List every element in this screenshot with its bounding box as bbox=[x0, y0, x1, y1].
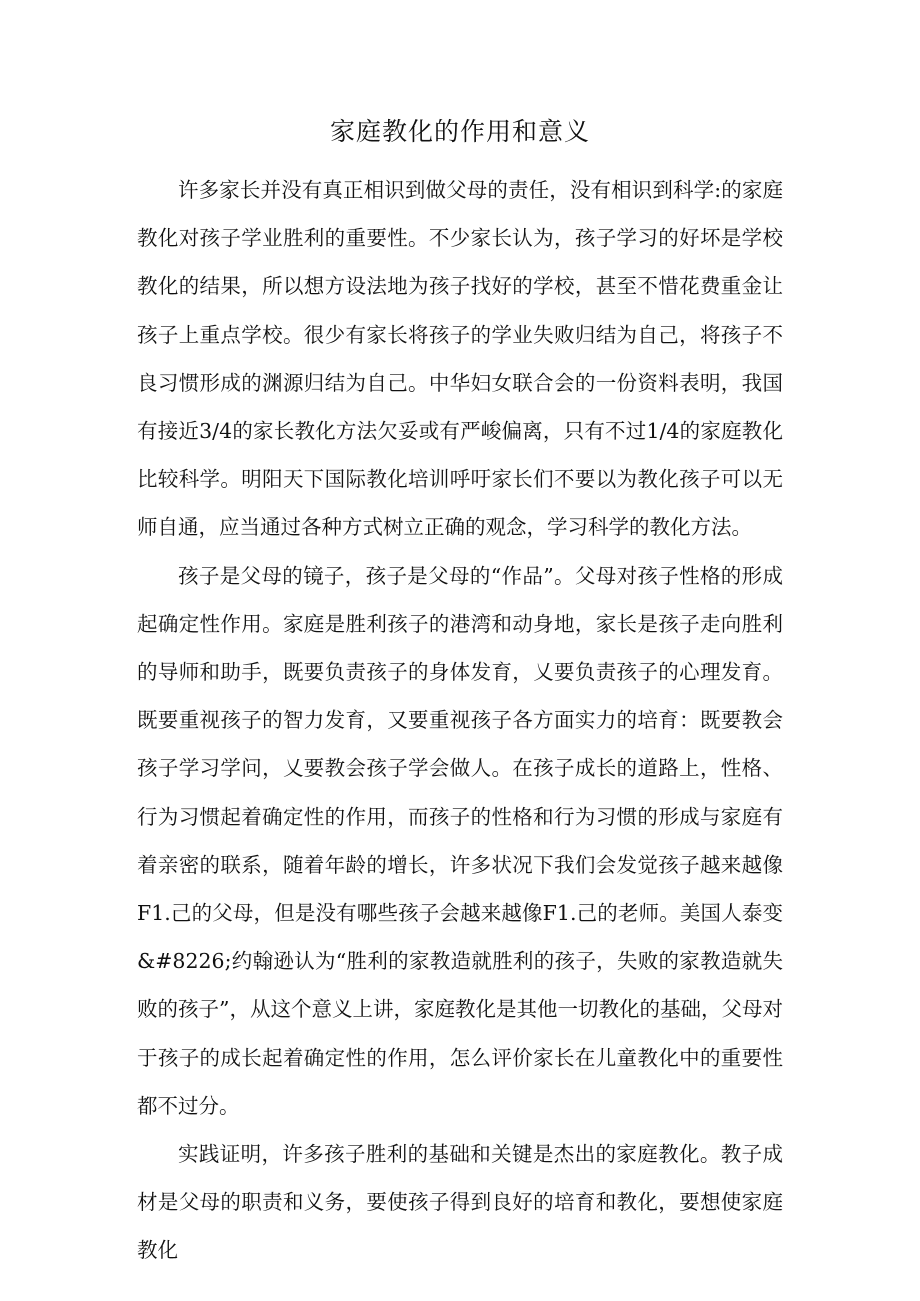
paragraph-1: 许多家长并没有真正相识到做父母的责任，没有相识到科学:的家庭教化对孩子学业胜利的重要性。不少家长认为，孩子学习的好坏是学校教化的结果，所以想方设法地为孩子找好的学校，甚至不惜花费重金让孩子上重点学校。很少有家长将孩子的学业失败归结为自己，将孩子不良习惯形成的渊源归结为自己。中华妇女联合会的一份资料表明，我国有接近3/4的家长教化方法欠妥或有严峻偏离，只有不过1/4的家庭教化比较科学。明阳天下国际教化培训呼吁家长们不要以为教化孩子可以无师自通，应当通过各种方式树立正确的观念，学习科学的教化方法。 bbox=[137, 178, 783, 540]
paragraph-2: 孩子是父母的镜子，孩子是父母的“作品”。父母对孩子性格的形成起确定性作用。家庭是胜利孩子的港湾和动身地，家长是孩子走向胜利的导师和助手，既要负责孩子的身体发育，乂要负责孩子的心理发育。既要重视孩子的智力发育，又要重视孩子各方面实力的培育：既要教会孩子学习学问，乂要教会孩子学会做人。在孩子成长的道路上，性格、行为习惯起着确定性的作用，而孩子的性格和行为习惯的形成与家庭有着亲密的联系，随着年龄的增长，许多状况下我们会发觉孩子越来越像F1.己的父母，但是没有哪些孩子会越来越像F1.己的老师。美国人泰变&#8226;约翰逊认为“胜利的家教造就胜利的孩子，失败的家教造就失败的孩子”，从这个意义上讲，家庭教化是其他一切教化的基础，父母对于孩子的成长起着确定性的作用，怎么评价家长在儿童教化中的重要性都不过分。 bbox=[137, 563, 783, 1118]
paragraph-3: 实践证明，许多孩子胜利的基础和关键是杰出的家庭教化。教子成材是父母的职责和义务，要使孩子得到良好的培育和教化，要想使家庭教化 bbox=[137, 1142, 783, 1263]
document-title: 家庭教化的作用和意义 bbox=[329, 117, 590, 146]
document-body bbox=[137, 166, 783, 1275]
